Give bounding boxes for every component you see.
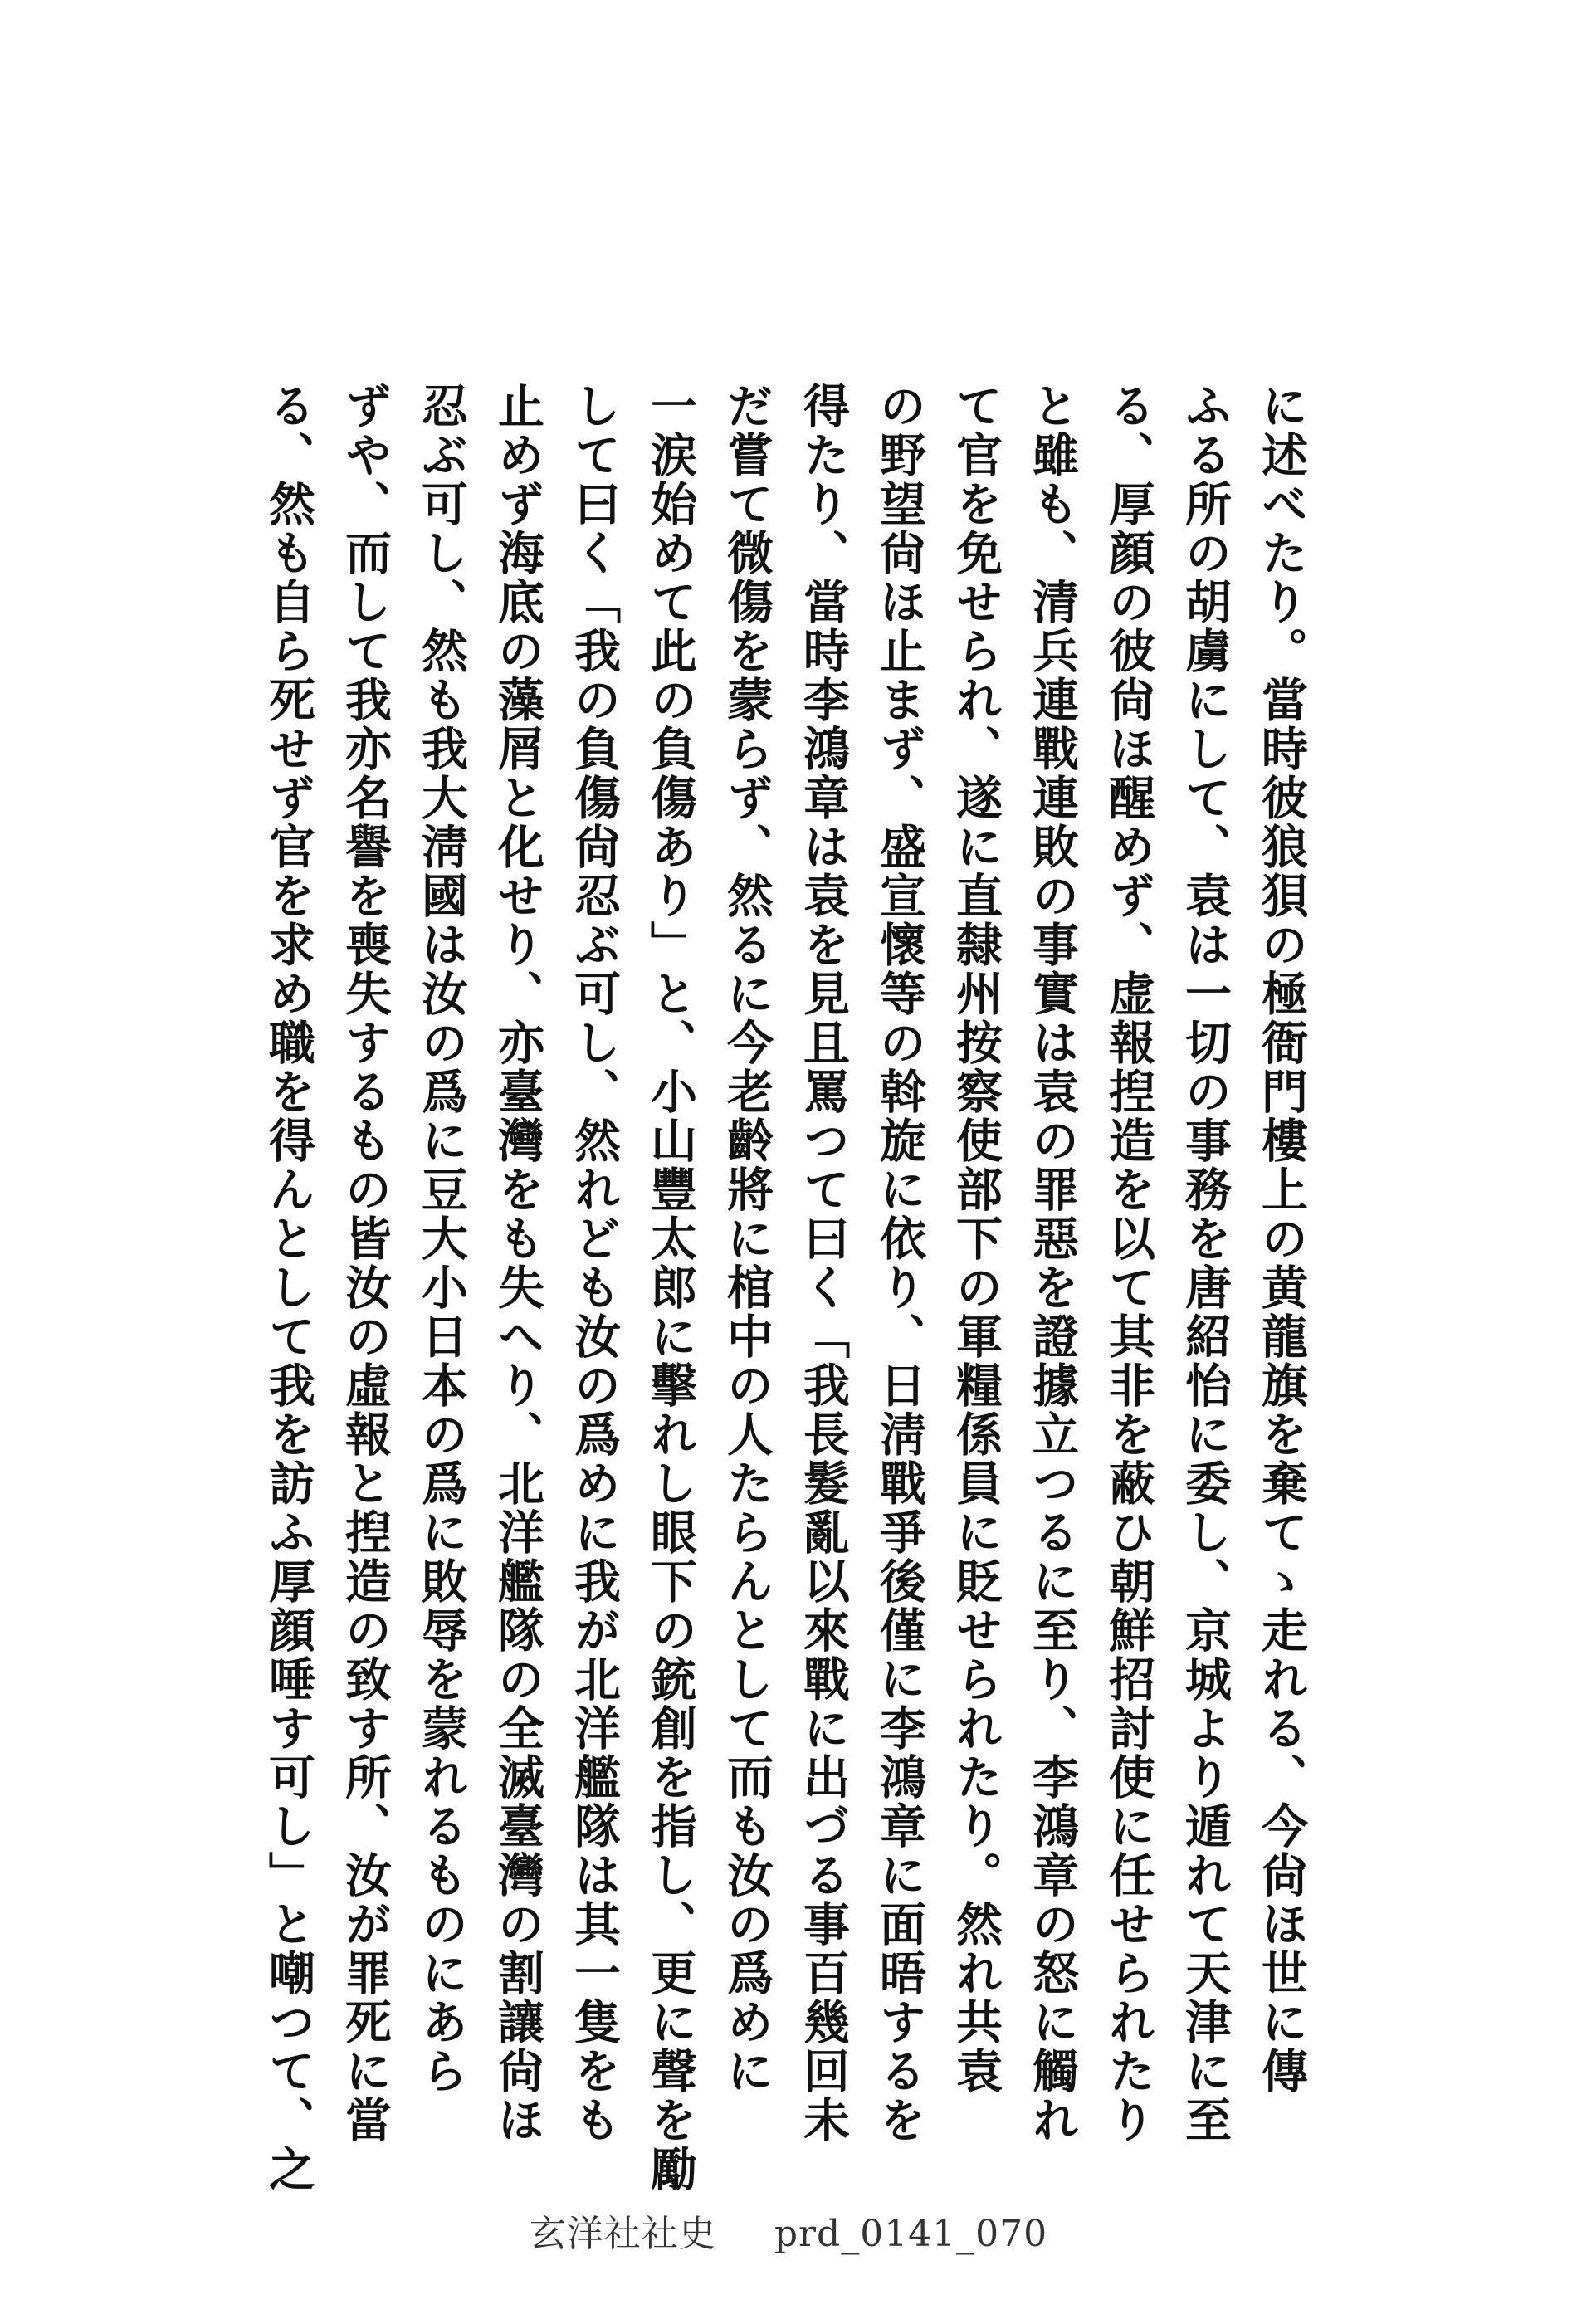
text-column-11: 止めず海底の藻屑と化せり、亦臺灣をも失へり、北洋艦隊の全滅臺灣の割讓尙ほ (491, 382, 545, 2145)
text-column-3: る、厚顔の彼尙ほ醒めず、虚報揑造を以て其非を蔽ひ朝鮮招討使に任せられたり (1101, 382, 1156, 2145)
text-column-2: ふる所の胡虜にして、袁は一切の事務を唐紹怡に委し、京城より遁れて天津に至 (1178, 382, 1233, 2145)
text-column-14: る、然も自ら死せず官を求め職を得んとして我を訪ふ厚顔唾す可し」と嘲つて、之 (261, 382, 316, 2194)
vertical-text-block (261, 382, 1320, 2194)
text-column-1: に述べたり。當時彼狼狽の極衙門樓上の黄龍旗を棄てゝ走れる、今尙ほ世に傳 (1254, 382, 1309, 2096)
text-column-13: ずや、而して我亦名譽を喪失するもの皆汝の虛報と揑造の致す所、汝が罪死に當 (338, 382, 393, 2145)
footer-page-id: prd_0141_070 (774, 2213, 1048, 2255)
text-column-6: の野望尙ほ止まず、盛宣懷等の斡旋に依り、日淸戰爭後僅に李鴻章に面晤するを (872, 382, 927, 2145)
text-column-8: だ嘗て微傷を蒙らず、然るに今老齡將に棺中の人たらんとして而も汝の爲めに (720, 382, 774, 2096)
text-column-4: と雖も、清兵連戰連敗の事實は袁の罪惡を證據立つるに至り、李鴻章の怒に觸れ (1025, 382, 1080, 2145)
page-footer (0, 2204, 1577, 2257)
footer-publisher: 玄洋社社史 (529, 2213, 716, 2255)
text-column-9: 一涙始めて此の負傷あり」と、小山豐太郎に擊れし眼下の銃創を指し、更に聲を勵 (643, 382, 698, 2194)
text-column-7: 得たり、當時李鴻章は袁を見且罵つて曰く「我長髮亂以來戰に出づる事百幾回未 (796, 382, 851, 2145)
text-column-12: 忍ぶ可し、然も我大淸國は汝の爲に豆大小日本の爲に敗辱を蒙れるものにあら (414, 382, 469, 2096)
text-column-5: て官を免せられ、遂に直隸州按察使部下の軍糧係員に貶せられたり。然れ共袁 (949, 382, 1003, 2096)
text-column-10: して曰く「我の負傷尙忍ぶ可し、然れども汝の爲めに我が北洋艦隊は其一隻をも (567, 382, 622, 2145)
